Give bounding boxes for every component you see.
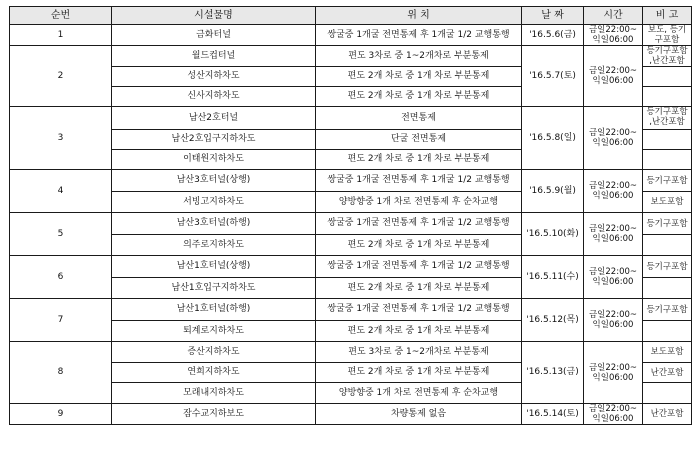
remark (643, 235, 692, 256)
header-location: 위 치 (316, 7, 522, 25)
row-number: 2 (10, 46, 112, 107)
facility-name: 성산지하차도 (112, 67, 316, 87)
work-date: '16.5.8(일) (522, 107, 584, 170)
schedule-table (9, 6, 692, 425)
control-location: 편도 2개 차로 중 1개 차로 부분통제 (316, 235, 522, 256)
facility-name: 월드컵터널 (112, 46, 316, 67)
row-number: 5 (10, 213, 112, 256)
remark: 등기구포함 (643, 170, 692, 192)
work-time: 금일22:00~ 익일06:00 (584, 213, 643, 256)
facility-name: 남산1호입구지하차도 (112, 278, 316, 299)
facility-name: 증산지하차도 (112, 342, 316, 363)
work-date: '16.5.11(수) (522, 256, 584, 299)
facility-name: 이태원지하차도 (112, 150, 316, 170)
control-location: 편도 2개 차로 중 1개 차로 부분통제 (316, 278, 522, 299)
remark: 보도포함 (643, 342, 692, 363)
table-row (10, 299, 692, 321)
control-location: 쌍굴중 1개굴 전면통제 후 1개굴 1/2 교행통행 (316, 25, 522, 46)
work-date: '16.5.7(토) (522, 46, 584, 107)
work-time: 금일22:00~ 익일06:00 (584, 25, 643, 46)
header-time: 시간 (584, 7, 643, 25)
remark: 등기구포함 ,난간포함 (643, 107, 692, 130)
control-location: 쌍굴중 1개굴 전면통제 후 1개굴 1/2 교행통행 (316, 170, 522, 192)
work-time: 금일22:00~ 익일06:00 (584, 299, 643, 342)
work-time: 금일22:00~ 익일06:00 (584, 256, 643, 299)
header-date: 날 짜 (522, 7, 584, 25)
row-number: 8 (10, 342, 112, 404)
remark: 난간포함 (643, 363, 692, 383)
table-row (10, 256, 692, 278)
remark: 등기구포함 ,난간포함 (643, 46, 692, 67)
facility-name: 남산3호터널(하행) (112, 213, 316, 235)
row-number: 6 (10, 256, 112, 299)
table-row (10, 25, 692, 46)
control-location: 편도 3차로 중 1~2개차로 부분통제 (316, 46, 522, 67)
remark (643, 150, 692, 170)
remark (643, 383, 692, 404)
table-row (10, 107, 692, 130)
facility-name: 퇴계로지하차도 (112, 321, 316, 342)
table-row (10, 46, 692, 67)
work-date: '16.5.9(월) (522, 170, 584, 213)
facility-name: 남산3호터널(상행) (112, 170, 316, 192)
facility-name: 남산2호입구지하차도 (112, 130, 316, 150)
control-location: 전면통제 (316, 107, 522, 130)
table-row (10, 342, 692, 363)
table-row (10, 170, 692, 192)
remark: 등기구포함 (643, 299, 692, 321)
remark: 등기구포함 (643, 213, 692, 235)
control-location: 편도 2개 차로 중 1개 차로 부분통제 (316, 87, 522, 107)
facility-name: 남산1호터널(상행) (112, 256, 316, 278)
remark (643, 321, 692, 342)
remark (643, 87, 692, 107)
work-date: '16.5.10(화) (522, 213, 584, 256)
control-location: 단굴 전면통제 (316, 130, 522, 150)
remark: 등기구포함 (643, 256, 692, 278)
control-location: 편도 2개 차로 중 1개 차로 부분통제 (316, 150, 522, 170)
facility-name: 잠수교지하보도 (112, 404, 316, 425)
control-location: 쌍굴중 1개굴 전면통제 후 1개굴 1/2 교행통행 (316, 256, 522, 278)
remark (643, 67, 692, 87)
header-remarks: 비 고 (643, 7, 692, 25)
work-date: '16.5.6(금) (522, 25, 584, 46)
control-location: 쌍굴중 1개굴 전면통제 후 1개굴 1/2 교행통행 (316, 299, 522, 321)
facility-name: 남산2호터널 (112, 107, 316, 130)
work-date: '16.5.12(목) (522, 299, 584, 342)
table-row (10, 404, 692, 425)
header-no: 순번 (10, 7, 112, 25)
control-location: 편도 2개 차로 중 1개 차로 부분통제 (316, 363, 522, 383)
work-time: 금일22:00~ 익일06:00 (584, 404, 643, 425)
control-location: 편도 2개 차로 중 1개 차로 부분통제 (316, 67, 522, 87)
work-time: 금일22:00~ 익일06:00 (584, 342, 643, 404)
remark: 난간포함 (643, 404, 692, 425)
remark: 보도, 등기구포함 (643, 25, 692, 46)
row-number: 9 (10, 404, 112, 425)
header-facility: 시설물명 (112, 7, 316, 25)
row-number: 4 (10, 170, 112, 213)
facility-name: 연희지하차도 (112, 363, 316, 383)
work-time: 금일22:00~ 익일06:00 (584, 170, 643, 213)
remark: 보도포함 (643, 192, 692, 213)
control-location: 편도 2개 차로 중 1개 차로 부분통제 (316, 321, 522, 342)
facility-name: 서빙고지하차도 (112, 192, 316, 213)
remark (643, 130, 692, 150)
work-time: 금일22:00~ 익일06:00 (584, 46, 643, 107)
row-number: 7 (10, 299, 112, 342)
facility-name: 모래내지하차도 (112, 383, 316, 404)
control-location: 쌍굴중 1개굴 전면통제 후 1개굴 1/2 교행통행 (316, 213, 522, 235)
control-location: 차량통제 없음 (316, 404, 522, 425)
header-row (10, 7, 692, 25)
facility-name: 신사지하차도 (112, 87, 316, 107)
table-row (10, 213, 692, 235)
control-location: 편도 3차로 중 1~2개차로 부분통제 (316, 342, 522, 363)
work-date: '16.5.14(토) (522, 404, 584, 425)
work-date: '16.5.13(금) (522, 342, 584, 404)
remark (643, 278, 692, 299)
control-location: 양방향중 1개 차로 전면통제 후 순차교행 (316, 192, 522, 213)
control-location: 양방향중 1개 차로 전면통제 후 순차교행 (316, 383, 522, 404)
row-number: 1 (10, 25, 112, 46)
facility-name: 금화터널 (112, 25, 316, 46)
facility-name: 의주로지하차도 (112, 235, 316, 256)
facility-name: 남산1호터널(하행) (112, 299, 316, 321)
row-number: 3 (10, 107, 112, 170)
work-time: 금일22:00~ 익일06:00 (584, 107, 643, 170)
